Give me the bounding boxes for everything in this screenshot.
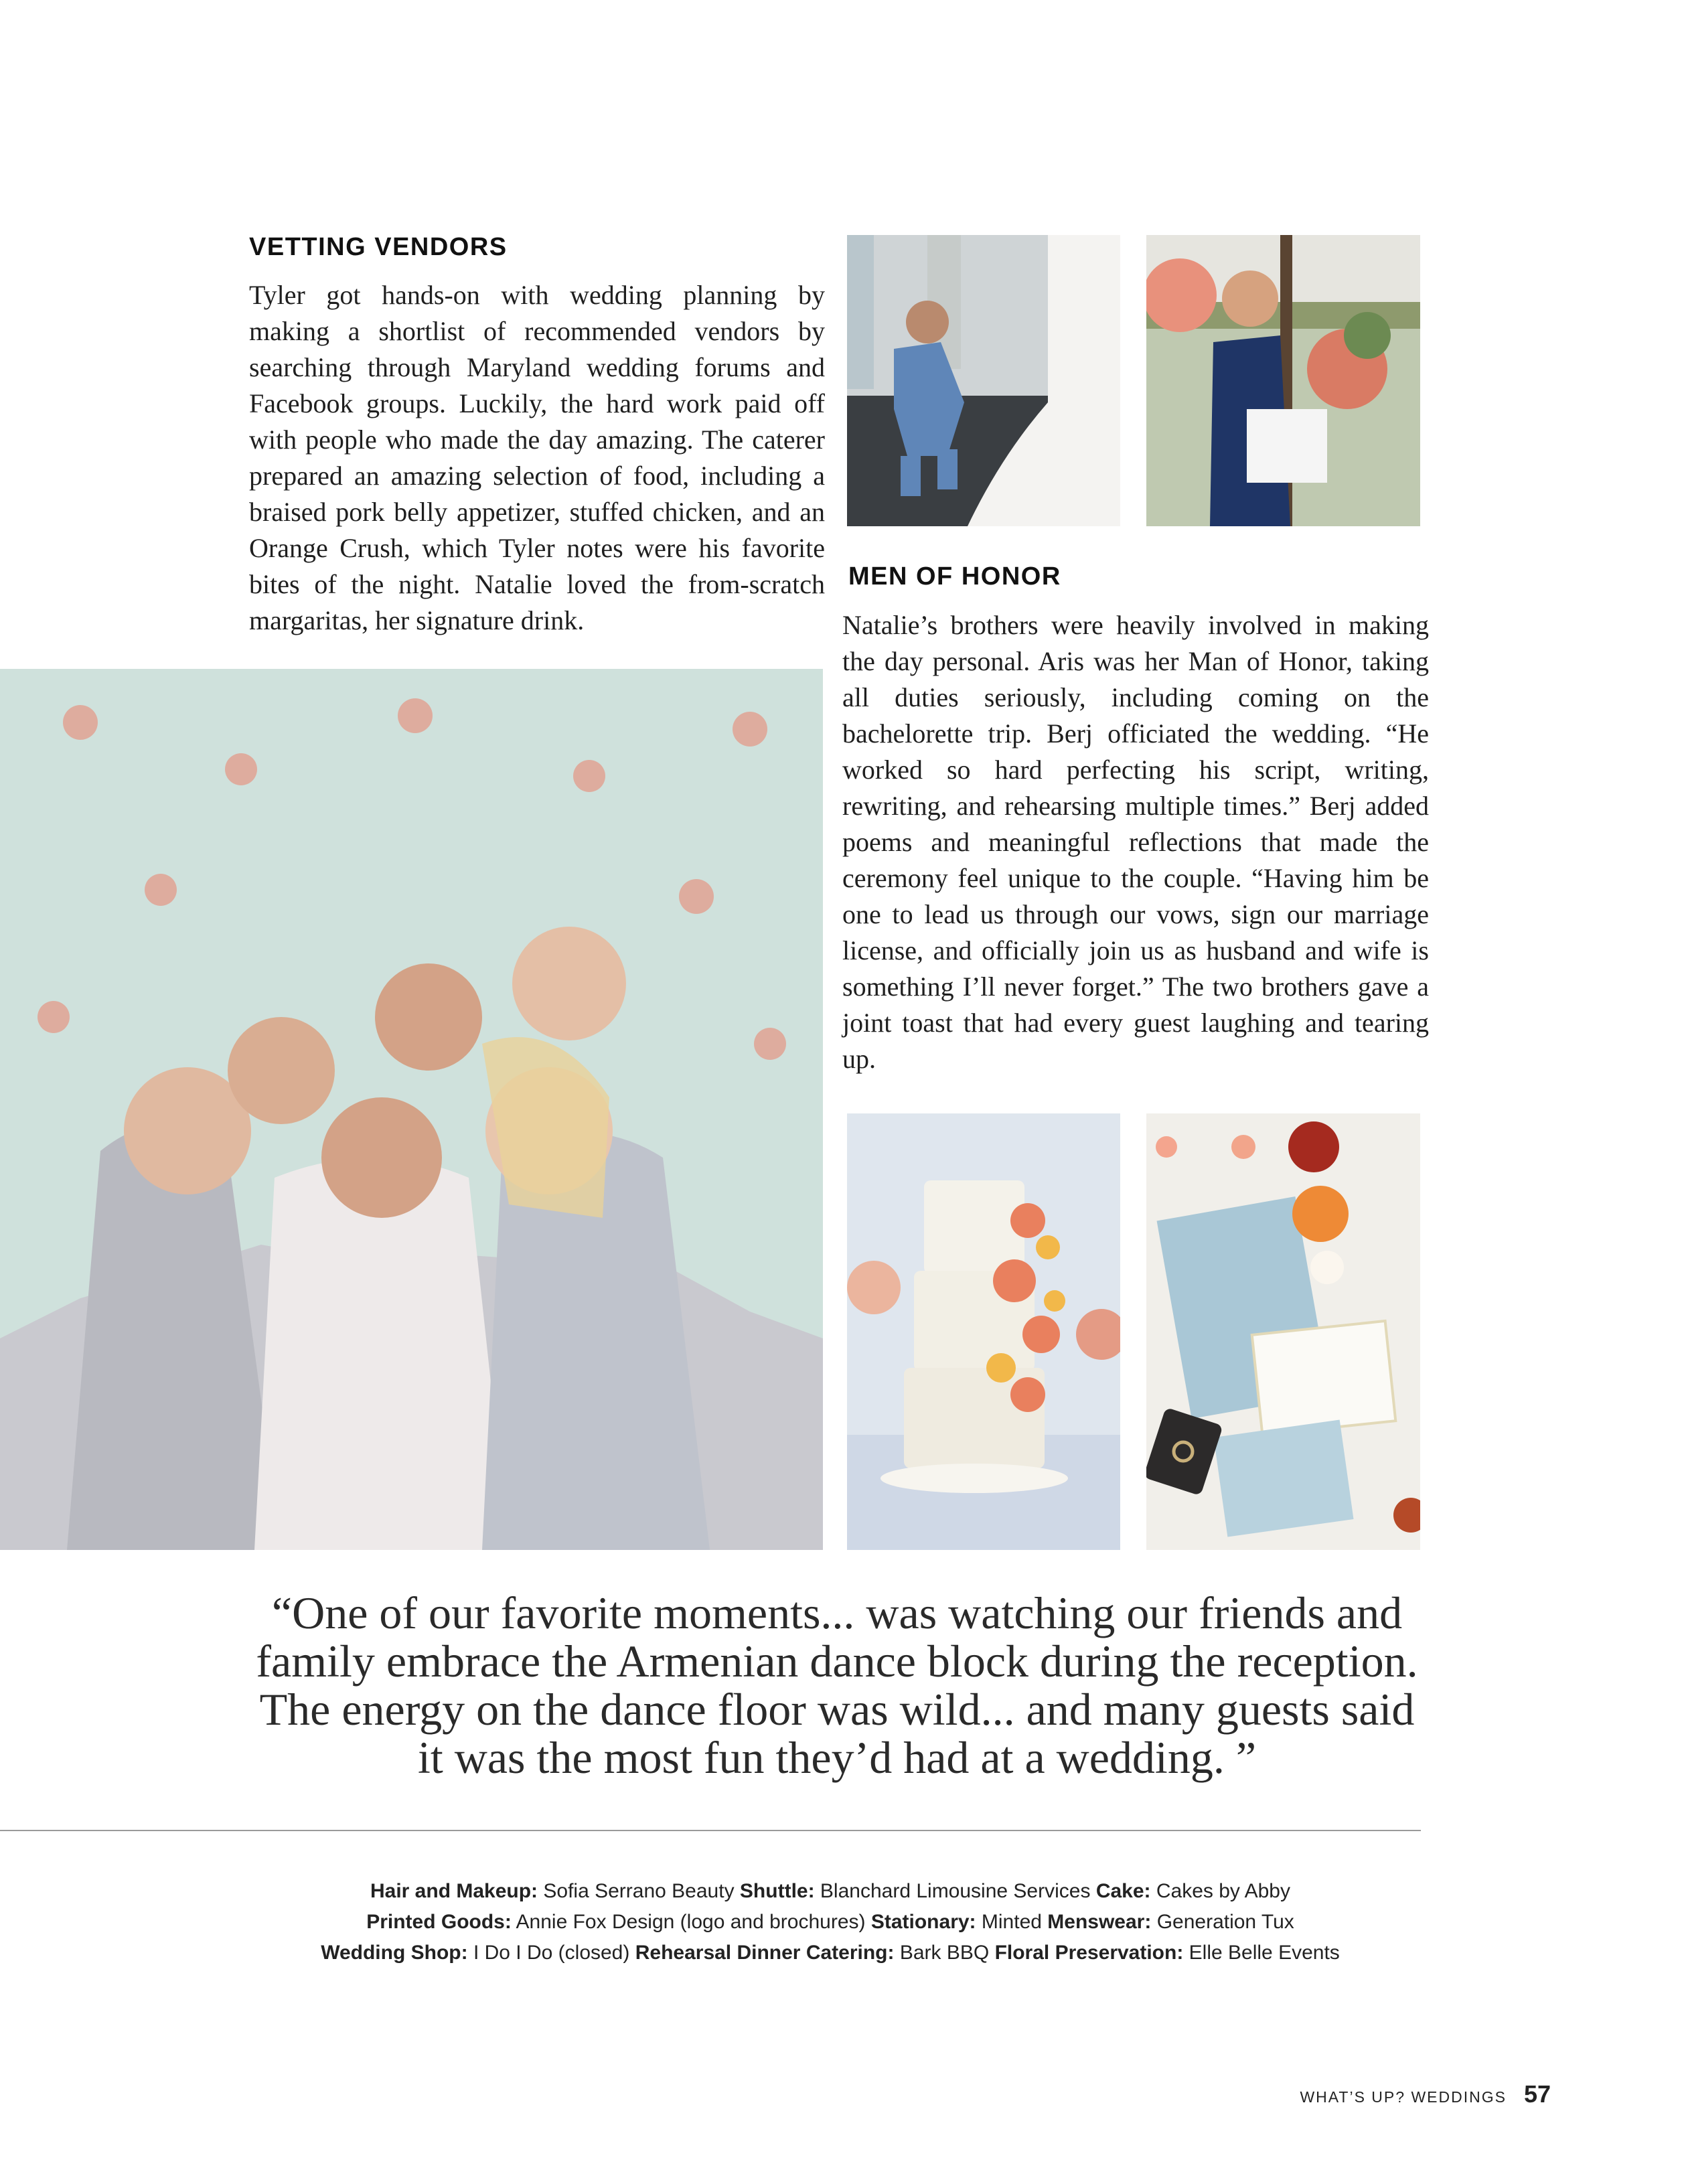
credit-line <box>201 1876 1460 1907</box>
vendor-credits <box>201 1876 1460 1968</box>
credit-value: I Do I Do (closed) <box>473 1942 630 1964</box>
credit-value: Bark BBQ <box>899 1942 990 1964</box>
credit-value: Annie Fox Design (logo and brochures) <box>516 1911 866 1933</box>
credit-value: Sofia Serrano Beauty <box>543 1880 735 1902</box>
credit-value: Cakes by Abby <box>1156 1880 1290 1902</box>
credit-value: Elle Belle Events <box>1189 1942 1340 1964</box>
photo-wedding-stationery <box>1146 1113 1420 1550</box>
photo-wedding-cake <box>847 1113 1120 1550</box>
publication-name: WHAT’S UP? WEDDINGS <box>1300 2088 1507 2106</box>
section-heading-vetting-vendors: VETTING VENDORS <box>249 233 508 261</box>
credit-label: Stationary: <box>870 1911 976 1933</box>
men-of-honor-body: Natalie’s brothers were heavily involved in making the day personal. Aris was her Man of Honor, taking all duties seriously, including coming on the bachelorette trip. Berj officiated the wedding. “He worked so hard perfecting his script, writing, rewriting, and rehearsing multiple times.” Berj added poems and meaningful reflections that made the ceremony feel unique to the couple. “Having him be one to lead us through our vows, sign our marriage license, and officially join us as husband and wife is something I’ll never forget.” The two brothers gave a joint toast that had every guest laughing and tearing up. <box>842 610 1429 1074</box>
page-number: 57 <box>1523 2080 1551 2108</box>
photo-groom-adjusting-dress <box>847 235 1120 526</box>
credit-value: Blanchard Limousine Services <box>820 1880 1091 1902</box>
pull-quote: “One of our favorite moments... was watching our friends and family embrace the Armenian dance block during the reception. The energy on the dance floor was wild... and many guests said it was the most fun they’d had at a wedding. ” <box>256 1587 1418 1783</box>
vetting-vendors-body: Tyler got hands-on with wedding planning by making a shortlist of recommended vendors by searching through Maryland wedding forums and Facebook groups. Luckily, the hard work paid off with people who made the day amazing. The caterer prepared an amazing selection of food, including a braised pork belly appetizer, stuffed chicken, and an Orange Crush, which Tyler notes were his favorite bites of the night. Natalie loved the from-scratch margaritas, her signature drink. <box>249 280 825 635</box>
section-heading-men-of-honor: MEN OF HONOR <box>848 562 1061 591</box>
credit-label: Floral Preservation: <box>994 1942 1184 1964</box>
photo-officiant-brother <box>1146 235 1420 526</box>
credit-value: Generation Tux <box>1156 1911 1294 1933</box>
credit-label: Printed Goods: <box>366 1911 512 1933</box>
credit-label: Menswear: <box>1047 1911 1152 1933</box>
credit-label: Cake: <box>1095 1880 1151 1902</box>
credit-line <box>201 1938 1460 1968</box>
credit-label: Wedding Shop: <box>321 1942 468 1964</box>
page-footer <box>1300 2080 1551 2108</box>
credit-label: Hair and Makeup: <box>370 1880 538 1902</box>
credit-label: Shuttle: <box>739 1880 815 1902</box>
credit-line <box>201 1907 1460 1938</box>
photo-bridal-party <box>0 669 823 1550</box>
credit-label: Rehearsal Dinner Catering: <box>635 1942 895 1964</box>
credit-value: Minted <box>981 1911 1042 1933</box>
divider-line <box>0 1830 1421 1831</box>
